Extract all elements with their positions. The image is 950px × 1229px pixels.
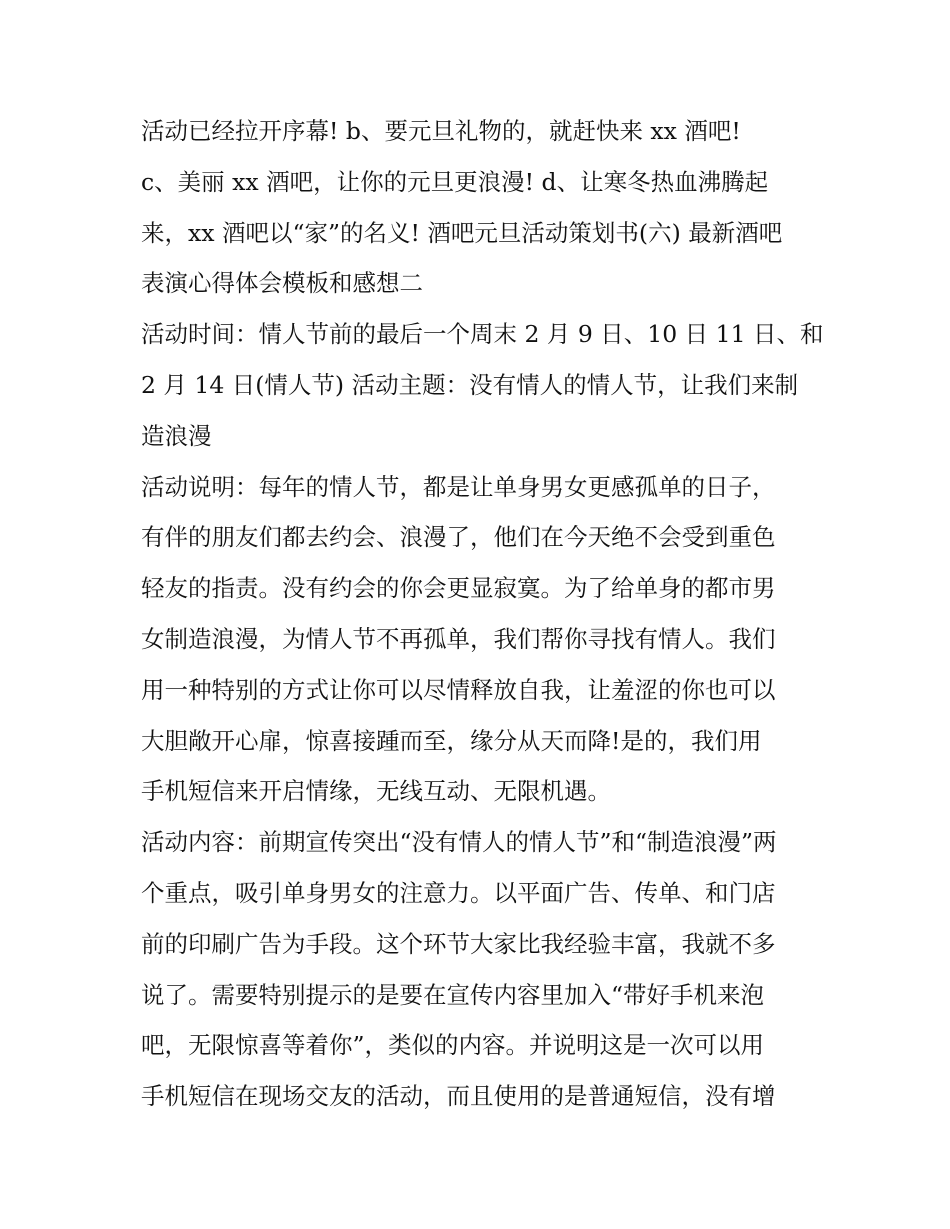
text-line: 造浪漫 [141, 421, 212, 450]
text-line: 前的印刷广告为手段。这个环节大家比我经验丰富，我就不多 [141, 929, 776, 958]
text-line: 活动已经拉开序幕! b、要元旦礼物的，就赶快来 xx 酒吧! [141, 117, 741, 145]
text-line: 表演心得体会模板和感想二 [141, 269, 423, 298]
text-line: 吧，无限惊喜等着你”，类似的内容。并说明这是一次可以用 [141, 1031, 765, 1060]
text-line: 活动时间：情人节前的最后一个周末 2 月 9 日、10 日 11 日、和 [141, 320, 824, 349]
text-line: 来，xx 酒吧以“家”的名义! 酒吧元旦活动策划书(六) 最新酒吧 [141, 218, 783, 247]
text-line: 2 月 14 日(情人节) 活动主题：没有情人的情人节，让我们来制 [141, 370, 799, 399]
text-line: 活动内容：前期宣传突出“没有情人的情人节”和“制造浪漫”两 [141, 828, 777, 857]
text-line: 有伴的朋友们都去约会、浪漫了，他们在今天绝不会受到重色 [141, 523, 776, 552]
text-line: 手机短信来开启情缘，无线互动、无限机遇。 [141, 777, 611, 806]
text-line: 用一种特别的方式让你可以尽情释放自我，让羞涩的你也可以 [141, 675, 776, 704]
text-line: 说了。需要特别提示的是要在宣传内容里加入“带好手机来泡 [141, 980, 765, 1009]
text-line: c、美丽 xx 酒吧，让你的元旦更浪漫! d、让寒冬热血沸腾起 [141, 167, 769, 196]
text-line: 轻友的指责。没有约会的你会更显寂寞。为了给单身的都市男 [141, 574, 776, 603]
text-line: 女制造浪漫，为情人节不再孤单，我们帮你寻找有情人。我们 [141, 624, 776, 653]
text-line: 活动说明：每年的情人节，都是让单身男女更感孤单的日子， [141, 472, 776, 501]
document-body [141, 106, 824, 1122]
text-line: 手机短信在现场交友的活动，而且使用的是普通短信，没有增 [141, 1082, 776, 1111]
text-line: 大胆敞开心扉，惊喜接踵而至，缘分从天而降!是的，我们用 [141, 726, 762, 755]
text-line: 个重点，吸引单身男女的注意力。以平面广告、传单、和门店 [141, 878, 776, 907]
